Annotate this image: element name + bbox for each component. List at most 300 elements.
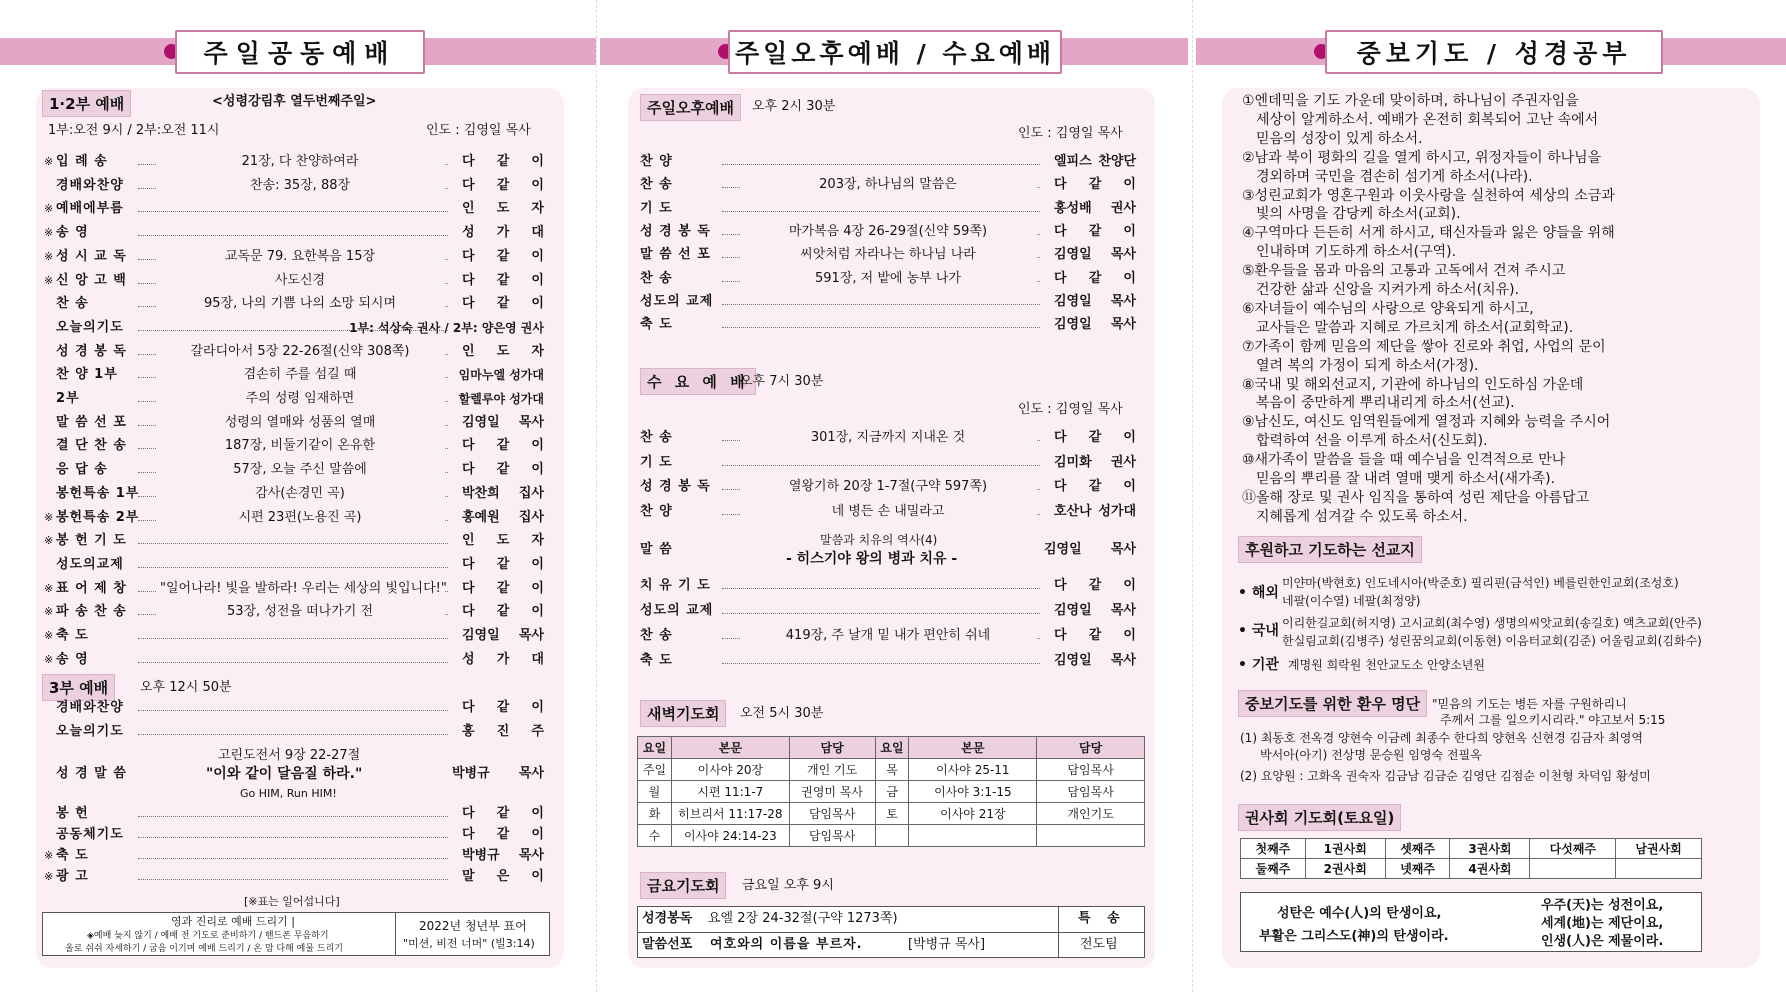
motto-box <box>1240 892 1702 952</box>
service-row <box>56 804 544 824</box>
stand-mark-icon: ※ <box>44 249 54 263</box>
row-right: 임마누엘 성가대 <box>458 368 544 383</box>
row-right: 다 같 이 <box>462 556 544 572</box>
service-row <box>44 531 544 551</box>
table-cell: 개인 기도 <box>789 759 875 781</box>
prayer-line: ⑩새가족이 말씀을 들을 때 예수님을 인격적으로 만나 <box>1242 452 1566 469</box>
service-row <box>56 722 544 742</box>
row-label: 축 도 <box>56 848 89 863</box>
row-center: 187장, 비둘기같이 온유한 <box>156 436 444 456</box>
table-cell: 둘째주 <box>1241 859 1306 879</box>
table-cell: 1권사회 <box>1305 839 1385 859</box>
row-center: 성령의 열매와 성품의 열매 <box>156 413 444 433</box>
stand-mark-icon: ※ <box>44 849 54 862</box>
row-label: 봉 헌 <box>56 806 89 821</box>
row-center: "일어나라! 빛을 발하라! 우리는 세상의 빛입니다!" <box>156 579 444 599</box>
row-right: 다 같 이 <box>1054 223 1136 239</box>
row-center: 95장, 나의 기쁨 나의 소망 되시며 <box>156 294 444 314</box>
stand-mark-icon: ※ <box>44 605 54 619</box>
table-cell: 담당 <box>789 737 875 759</box>
standing-note: [※표는 일어섭니다] <box>244 895 340 908</box>
row-right: 다 같 이 <box>1054 578 1136 593</box>
row-label: 2부 <box>56 391 80 406</box>
service-row <box>44 626 544 646</box>
table-cell <box>1616 859 1702 879</box>
prayer-line: ⑨남신도, 여신도 임역원들에게 열정과 지혜와 능력을 주시어 <box>1242 414 1611 431</box>
prayer-line: 믿음의 성장이 있게 하소서. <box>1256 130 1423 147</box>
mission-overseas-2: 네팔(이수열) 네팔(최정양) <box>1282 594 1421 608</box>
stand-mark-icon: ※ <box>44 629 54 642</box>
row-label: 성 경 봉 독 <box>640 479 711 494</box>
row-label: 오늘의기도 <box>56 319 124 335</box>
prayer-line: ③성린교회가 영혼구원과 이웃사랑을 실천하여 세상의 소금과 <box>1242 187 1615 204</box>
service-row <box>56 436 544 456</box>
row-right: 다 같 이 <box>1054 628 1136 643</box>
stand-mark-icon: ※ <box>44 226 54 240</box>
row-right: 박병규 목사 <box>462 848 544 863</box>
table-cell: 담임목사 <box>1037 781 1145 803</box>
service-row <box>640 222 1136 242</box>
row-right: 김영일 목사 <box>1054 603 1136 618</box>
service-row <box>44 579 544 599</box>
row-center: 301장, 지금까지 지내온 것 <box>740 428 1036 448</box>
row-label: 찬 송 <box>640 430 673 445</box>
row-right: 다 같 이 <box>462 296 544 312</box>
pm-service-leader: 인도 : 김영일 목사 <box>1018 126 1123 141</box>
sick-verse-1: "믿음의 기도는 병든 자를 구원하리니 <box>1432 697 1627 711</box>
row-right: 다 같 이 <box>462 177 544 193</box>
service-12-title: 1·2부 예배 <box>42 90 131 117</box>
pm-service-title: 주일오후예배 <box>640 94 741 121</box>
table-cell: 이사야 20장 <box>671 759 789 781</box>
table-row <box>1241 839 1702 859</box>
dotted-leader <box>722 613 1040 614</box>
service-row <box>44 199 544 219</box>
prayer-line: 합력하여 선을 이루게 하소서(신도회). <box>1256 433 1488 450</box>
service-row <box>44 271 544 291</box>
dawn-schedule-table <box>637 736 1145 847</box>
dotted-leader <box>722 588 1040 589</box>
row-label: 입 례 송 <box>56 154 108 169</box>
row-label: 봉헌특송 1부 <box>56 485 140 501</box>
mission-org-label: • 기관 <box>1238 657 1279 673</box>
stand-mark-icon: ※ <box>44 155 54 168</box>
service-row <box>56 460 544 480</box>
row-right: 김영일 목사 <box>1044 542 1136 557</box>
dotted-leader <box>138 710 448 711</box>
row-right: 다 같 이 <box>462 248 544 264</box>
row-right: 홍 진 주 <box>462 723 544 739</box>
footer-motto-title: 2022년 청년부 표어 <box>419 919 527 933</box>
row-label: 예배에부름 <box>56 201 124 217</box>
prayer-line: ⑤환우들을 몸과 마음의 고통과 고독에서 건져 주시고 <box>1242 263 1566 280</box>
service-row <box>44 247 544 267</box>
table-row <box>638 759 1145 781</box>
table-cell: 월 <box>638 781 672 803</box>
service-row <box>640 152 1136 172</box>
row-label: 신 앙 고 백 <box>56 272 127 288</box>
row-label: 성도의 교제 <box>640 603 714 618</box>
service-row <box>56 484 544 504</box>
row-right: 다 같 이 <box>1054 430 1136 445</box>
friday-prayer-time: 금요일 오후 9시 <box>742 878 834 893</box>
row-label: 성도의 교제 <box>640 293 714 309</box>
dawn-prayer-time: 오전 5시 30분 <box>740 706 824 721</box>
row-center: 감사(손경민 곡) <box>156 484 444 504</box>
friday-row2-right: 전도팀 <box>1080 937 1118 952</box>
row-center: 419장, 주 날개 밑 내가 편안히 쉬네 <box>740 626 1036 646</box>
prayer-line: ⑥자녀들이 예수님의 사랑으로 양육되게 하시고, <box>1242 300 1534 317</box>
row-label: 성 시 교 독 <box>56 248 127 264</box>
dotted-leader <box>722 304 1040 305</box>
table-cell: 요일 <box>638 737 672 759</box>
row-right: 김영일 목사 <box>1054 293 1136 309</box>
row-label: 경배와찬양 <box>56 700 124 715</box>
row-center: 21장, 다 찬양하여라 <box>156 152 444 172</box>
row-label: 응 답 송 <box>56 462 108 478</box>
sick-list-1a: (1) 최동호 전옥경 양현숙 이금례 최종수 한다희 양현옥 신현경 김금자 최영역 <box>1240 731 1643 745</box>
service-row <box>44 508 544 528</box>
row-label: 경배와찬양 <box>56 177 124 193</box>
service-row <box>56 555 544 575</box>
row-right: 인 도 자 <box>462 343 544 359</box>
service-row <box>640 175 1136 195</box>
row-label: 찬 양 <box>640 154 673 169</box>
table-cell: 이사야 3:1-15 <box>909 781 1037 803</box>
dotted-leader <box>722 164 1040 165</box>
wed-service-leader: 인도 : 김영일 목사 <box>1018 402 1123 417</box>
row-label: 표 어 제 창 <box>56 580 127 596</box>
service-row <box>640 477 1136 497</box>
table-cell: 다섯째주 <box>1530 839 1616 859</box>
row-right: 다 같 이 <box>1054 479 1136 494</box>
service-row <box>640 428 1136 448</box>
stand-mark-icon: ※ <box>44 510 54 524</box>
row-right: 김영일 목사 <box>462 628 544 643</box>
dotted-leader <box>722 465 1040 466</box>
column-divider <box>1192 0 1193 992</box>
mission-overseas-label: • 해외 <box>1238 585 1279 601</box>
row-right: 김영일 목사 <box>1054 247 1136 263</box>
friday-prayer-title: 금요기도회 <box>640 872 726 899</box>
service-theme: <성령강림후 열두번째주일> <box>212 94 377 109</box>
table-cell: 본문 <box>909 737 1037 759</box>
row-center: 열왕기하 20장 1-7절(구약 597쪽) <box>740 477 1036 497</box>
service-row <box>640 245 1136 265</box>
dotted-leader <box>138 567 448 568</box>
motto-left-1: 성탄은 예수(人)의 탄생이요, <box>1277 906 1442 921</box>
service-row <box>56 294 544 314</box>
row-label: 찬 양 <box>640 503 673 519</box>
dotted-leader <box>138 837 448 838</box>
row-label: 공동체기도 <box>56 827 124 842</box>
service-row <box>44 602 544 622</box>
sick-list-2: (2) 요양원 : 고화옥 권숙자 김금남 김금순 김영단 김점순 이천형 차덕임 황성미 <box>1240 769 1651 783</box>
dotted-leader <box>138 211 448 212</box>
dotted-leader <box>138 734 448 735</box>
table-cell: 4권사회 <box>1450 859 1530 879</box>
prayer-line: 빛의 사명을 감당케 하소서(교회). <box>1256 206 1461 223</box>
motto-right-3: 인생(人)은 제물이라. <box>1541 934 1664 949</box>
row-center: 주의 성령 임재하면 <box>156 389 444 409</box>
section-title-mid: 주일오후예배 / 수요예배 <box>728 30 1062 74</box>
prayer-line: 세상이 알게하소서. 예배가 온전히 회복되어 고난 속에서 <box>1256 111 1599 128</box>
stand-mark-icon: ※ <box>44 652 54 666</box>
table-cell <box>1037 825 1145 847</box>
row-center: 53장, 성전을 떠나가기 전 <box>156 602 444 622</box>
row-right: 김영일 목사 <box>1054 317 1136 333</box>
row-label: 축 도 <box>640 317 673 333</box>
row-right: 홍성배 권사 <box>1054 200 1136 216</box>
table-cell: 첫째주 <box>1241 839 1306 859</box>
table-cell: 수 <box>638 825 672 847</box>
service-3-time: 오후 12시 50분 <box>140 680 232 695</box>
mission-domestic-1: 이리한길교회(허지영) 고시교회(최수영) 생명의씨앗교회(송길호) 액츠교회(안주) <box>1282 616 1702 630</box>
prayer-line: ④구역마다 든든히 서게 하시고, 태신자들과 잃은 양들을 위해 <box>1242 225 1615 242</box>
prayer-line: ⑪올해 장로 및 권사 임직을 통하여 성린 제단을 아름답고 <box>1242 489 1590 506</box>
dotted-leader <box>138 543 448 544</box>
dotted-leader <box>722 211 1040 212</box>
service-row <box>44 223 544 243</box>
table-cell: 담임목사 <box>789 803 875 825</box>
row-center: 찬송: 35장, 88장 <box>156 176 444 196</box>
prayer-line: ①엔데믹을 기도 가운데 맞이하며, 하나님이 주권자임을 <box>1242 93 1579 109</box>
service-row <box>56 389 544 409</box>
table-cell <box>909 825 1037 847</box>
prayer-line: 복음이 중만하게 뿌리내리게 하소서(선교). <box>1256 395 1515 412</box>
row-label: 찬 송 <box>640 177 673 193</box>
mission-domestic-2: 한실림교회(김병주) 성린꿈의교회(이동현) 이음터교회(김준) 어울림교회(김화수) <box>1282 634 1702 648</box>
service-row <box>640 199 1136 219</box>
table-cell: 셋째주 <box>1385 839 1450 859</box>
motto-right-1: 우주(天)는 성전이요, <box>1541 898 1664 913</box>
row-label: 성 경 봉 독 <box>56 343 127 359</box>
row-center: 57장, 오늘 주신 말씀에 <box>156 460 444 480</box>
footer-left-1: 영과 진리로 예배 드리기 | <box>171 915 295 928</box>
row-right: 엘피스 찬양단 <box>1054 154 1136 169</box>
row-label: 축 도 <box>640 653 673 668</box>
row-right: 1부: 석상숙 권사 / 2부: 양은영 권사 <box>349 320 544 335</box>
row-label: 찬 송 <box>640 628 673 643</box>
row-right: 다 같 이 <box>462 438 544 454</box>
row-center: 겸손히 주를 섬길 때 <box>156 365 444 385</box>
service-row <box>640 315 1136 335</box>
table-cell: 담임목사 <box>789 825 875 847</box>
table-cell: 남권사회 <box>1616 839 1702 859</box>
table-row <box>638 737 1145 759</box>
prayer-line: 교사들은 말씀과 지혜로 가르치게 하소서(교회학교). <box>1256 319 1574 336</box>
footer-box <box>42 912 550 956</box>
table-cell: 담임목사 <box>1037 759 1145 781</box>
table-cell <box>1530 859 1616 879</box>
friday-row1-right: 특 송 <box>1078 911 1126 926</box>
prayer-line: 지혜롭게 섬겨갈 수 있도록 하소서. <box>1256 508 1468 525</box>
table-cell: 요일 <box>875 737 909 759</box>
friday-row1-text: 요엘 2장 24-32절(구약 1273쪽) <box>708 911 898 926</box>
table-cell: 이사야 24:14-23 <box>671 825 789 847</box>
pm-service-time: 오후 2시 30분 <box>752 99 836 114</box>
sermon-subtitle: Go HIM, Run HIM! <box>240 787 337 800</box>
row-label: 찬 송 <box>640 270 673 286</box>
service-row <box>44 867 544 887</box>
table-cell: 토 <box>875 803 909 825</box>
service-leader: 인도 : 김영일 목사 <box>426 123 531 138</box>
dotted-leader <box>138 816 448 817</box>
row-right: 다 같 이 <box>462 580 544 596</box>
prayer-line: 열려 복의 가정이 되게 하소서(가정). <box>1256 357 1479 374</box>
row-center: 씨앗처럼 자라나는 하나님 나라 <box>740 245 1036 265</box>
row-label: 찬 양 1부 <box>56 367 118 383</box>
sermon-reference: 고린도전서 9장 22-27절 <box>218 748 361 763</box>
table-cell: 2권사회 <box>1305 859 1385 879</box>
service-row <box>640 601 1136 621</box>
row-right: 다 같 이 <box>462 827 544 842</box>
kwonsa-schedule-table <box>1240 838 1702 879</box>
friday-row2-label: 말씀선포 <box>642 937 693 952</box>
friday-box <box>637 906 1145 958</box>
row-right: 호산나 성가대 <box>1054 503 1136 519</box>
dotted-leader <box>138 662 448 663</box>
row-right: 성 가 대 <box>462 651 544 667</box>
motto-left-2: 부활은 그리스도(神)의 탄생이라. <box>1259 929 1449 944</box>
service-3-title: 3부 예배 <box>42 674 115 701</box>
row-right: 다 같 이 <box>462 604 544 620</box>
stand-mark-icon: ※ <box>44 581 54 595</box>
table-cell: 화 <box>638 803 672 825</box>
service-row <box>44 650 544 670</box>
row-label: 봉헌특송 2부 <box>56 509 140 525</box>
dotted-leader <box>138 235 448 236</box>
mission-title: 후원하고 기도하는 선교지 <box>1238 536 1422 563</box>
dawn-prayer-title: 새벽기도회 <box>640 700 726 727</box>
row-right: 할렐루야 성가대 <box>458 392 544 406</box>
row-label: 성도의교제 <box>56 556 124 572</box>
prayer-line: 건강한 삶과 신앙을 지켜가게 하소서(치유). <box>1256 282 1520 298</box>
row-right: 홍예원 집사 <box>462 509 544 525</box>
row-right: 김영일 목사 <box>1054 653 1136 668</box>
service-row <box>640 626 1136 646</box>
service-row <box>44 152 544 172</box>
mission-domestic-label: • 국내 <box>1238 623 1279 639</box>
row-right: 다 같 이 <box>462 700 544 715</box>
row-right: 김영일 목사 <box>462 414 544 430</box>
row-right: 성 가 대 <box>462 225 544 241</box>
footer-left-3: 올로 쉬쉬 자세하기 / 굽음 이기며 예배 드리기 / 온 맘 다해 예물 드리기 <box>65 944 343 954</box>
service-times: 1부:오전 9시 / 2부:오전 11시 <box>48 123 220 138</box>
stand-mark-icon: ※ <box>44 870 54 883</box>
service-row <box>56 825 544 845</box>
row-right: 김미화 권사 <box>1054 454 1136 470</box>
table-row <box>1241 859 1702 879</box>
sick-list-1b: 박서아(아기) 전상명 문승원 임영숙 전필옥 <box>1260 748 1482 762</box>
column-divider <box>596 0 597 992</box>
row-label: 결 단 찬 송 <box>56 438 127 454</box>
sick-verse-2: 주께서 그를 일으키시리라." 야고보서 5:15 <box>1440 713 1666 727</box>
section-title-left: 주일공동예배 <box>175 30 425 74</box>
row-label: 송 영 <box>56 651 89 667</box>
service-row <box>56 318 544 338</box>
row-center: 사도신경 <box>156 271 444 291</box>
row-label: 말 씀 선 포 <box>56 414 127 430</box>
table-cell: 넷째주 <box>1385 859 1450 879</box>
row-label: 말 씀 <box>640 542 673 557</box>
dotted-leader <box>138 638 448 639</box>
table-row <box>638 825 1145 847</box>
row-label: 파 송 찬 송 <box>56 604 127 620</box>
footer-left-2: ◈예배 늦지 않기 / 예배 전 기도로 준비하기 / 핸드폰 무음하기 <box>87 931 329 941</box>
row-center: 갈라디아서 5장 22-26절(신약 308쪽) <box>156 342 444 362</box>
sick-list-title: 중보기도를 위한 환우 명단 <box>1238 690 1427 717</box>
row-right: 다 같 이 <box>1054 270 1136 286</box>
table-cell: 목 <box>875 759 909 781</box>
table-cell: 개인기도 <box>1037 803 1145 825</box>
row-center: 교독문 79. 요한복음 15장 <box>156 247 444 267</box>
table-cell: 금 <box>875 781 909 803</box>
service-row <box>640 502 1136 522</box>
row-center: 시편 23편(노용진 곡) <box>156 508 444 528</box>
row-label: 성 경 봉 독 <box>640 223 711 239</box>
row-label: 말 씀 선 포 <box>640 247 711 263</box>
wed-service-time: 오후 7시 30분 <box>740 374 824 389</box>
row-right: 인 도 자 <box>462 533 544 549</box>
service-row <box>56 342 544 362</box>
row-label: 기 도 <box>640 200 673 216</box>
table-cell: 이사야 21장 <box>909 803 1037 825</box>
table-cell <box>875 825 909 847</box>
table-cell: 주일 <box>638 759 672 781</box>
kwonsa-prayer-title: 권사회 기도회(토요일) <box>1238 804 1401 831</box>
sermon-title: "이와 같이 달음질 하라." <box>206 766 363 782</box>
row-right: 말 은 이 <box>462 869 544 884</box>
footer-motto: "미션, 비전 너머" (빌3:14) <box>403 937 535 950</box>
mission-org: 계명원 희락원 천안교도소 안양소년원 <box>1288 658 1485 672</box>
service-row <box>640 269 1136 289</box>
prayer-line: 믿음의 뿌리를 잘 내려 열매 맺게 하소서(새가족). <box>1256 471 1556 487</box>
table-cell: 담당 <box>1037 737 1145 759</box>
service-row <box>56 698 544 718</box>
row-label: 송 영 <box>56 225 89 241</box>
friday-row2-preacher: [박병규 목사] <box>908 937 986 952</box>
prayer-line: ⑧국내 및 해외선교지, 기관에 하나님의 인도하심 가운데 <box>1242 376 1584 393</box>
prayer-line: ⑦가족이 함께 믿음의 제단을 쌓아 진로와 취업, 사업의 문이 <box>1242 338 1606 355</box>
table-cell: 이사야 25-11 <box>909 759 1037 781</box>
row-label: 봉 헌 기 도 <box>56 533 127 549</box>
row-label: 광 고 <box>56 869 89 884</box>
dotted-leader <box>722 327 1040 328</box>
row-center: 마가복음 4장 26-29절(신약 59쪽) <box>740 222 1036 242</box>
row-label: 찬 송 <box>56 296 89 312</box>
service-row <box>56 176 544 196</box>
table-row <box>638 781 1145 803</box>
dotted-leader <box>138 858 448 859</box>
row-right: 다 같 이 <box>462 806 544 821</box>
row-right: 다 같 이 <box>462 272 544 288</box>
service-row <box>44 846 544 866</box>
service-row <box>640 453 1136 473</box>
friday-row1-label: 성경봉독 <box>642 911 693 926</box>
table-cell: 시편 11:1-7 <box>671 781 789 803</box>
row-label: 치 유 기 도 <box>640 578 711 593</box>
stand-mark-icon: ※ <box>44 202 54 216</box>
row-right: 다 같 이 <box>1054 177 1136 193</box>
table-cell: 본문 <box>671 737 789 759</box>
table-cell: 히브리서 11:17-28 <box>671 803 789 825</box>
prayer-line: ②남과 북이 평화의 길을 열게 하시고, 위정자들이 하나님을 <box>1242 149 1602 166</box>
friday-row2-text: 여호와의 이름을 부르자. <box>710 937 863 952</box>
prayer-line: 경외하며 국민을 겸손히 섬기게 하소서(나라). <box>1256 168 1533 185</box>
motto-right-2: 세계(地)는 제단이요, <box>1541 916 1664 931</box>
stand-mark-icon: ※ <box>44 273 54 287</box>
